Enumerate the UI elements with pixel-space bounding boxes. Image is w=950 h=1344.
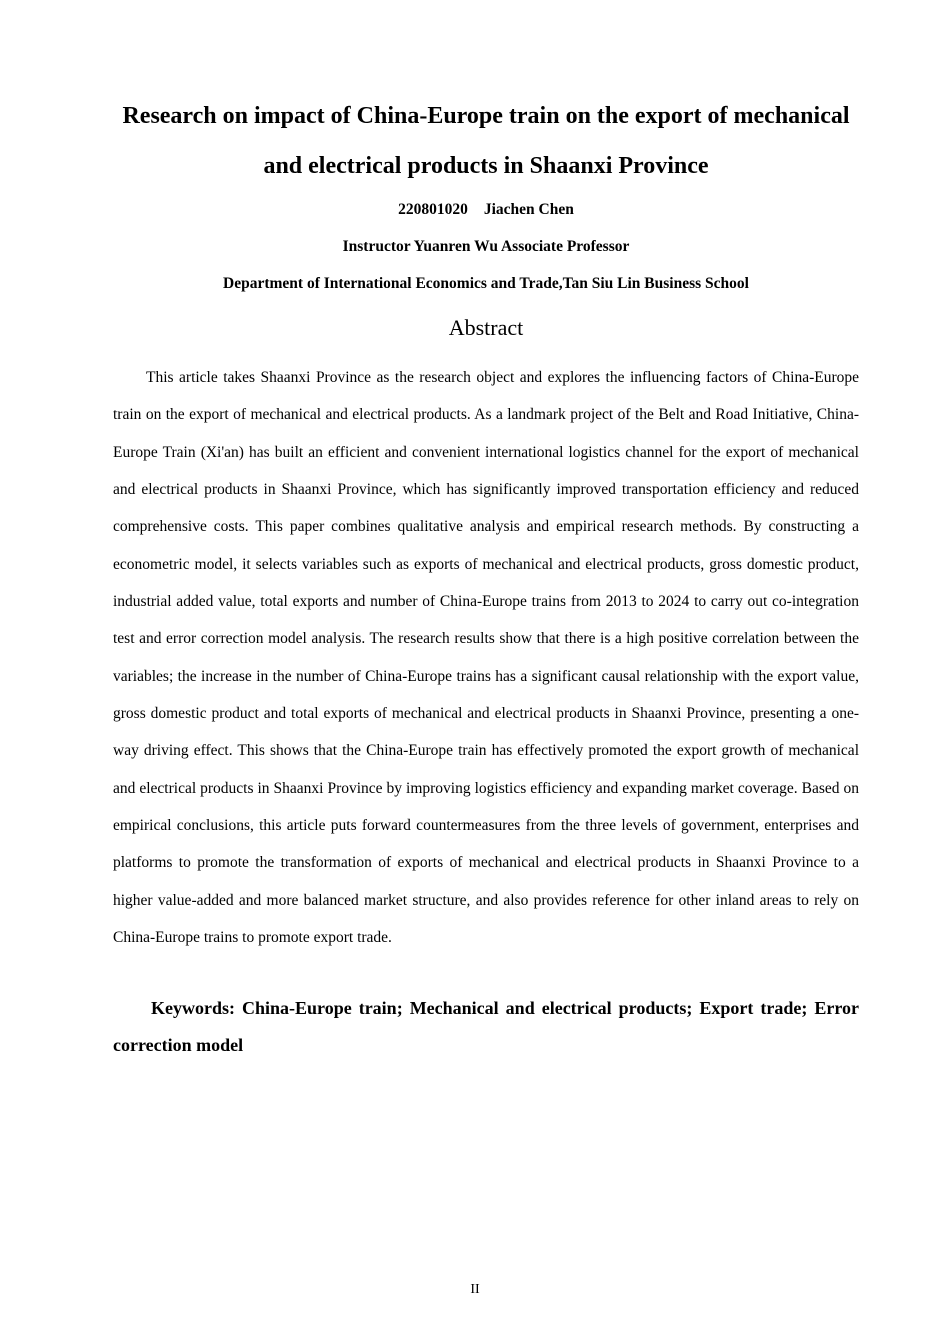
department-line: Department of International Economics and Trade,Tan Siu Lin Business School bbox=[223, 275, 749, 292]
instructor-line: Instructor Yuanren Wu Associate Professor bbox=[342, 238, 630, 255]
keywords-line: Keywords: China-Europe train; Mechanical and electrical products; Export trade; Error correction model bbox=[113, 998, 859, 1055]
page-number: II bbox=[470, 1282, 480, 1297]
author-name: Jiachen Chen bbox=[483, 201, 574, 218]
abstract-heading: Abstract bbox=[448, 315, 524, 340]
paper-title-line-1: Research on impact of China-Europe train on the export of mechanical bbox=[122, 103, 850, 129]
student-id: 220801020 bbox=[398, 201, 468, 218]
author-line bbox=[100, 200, 872, 220]
abstract-body: This article takes Shaanxi Province as the research object and explores the influencing factors of China-Europe train on the export of mechanical and electrical products. As a landmark project of the Belt and Road Initiative, China-Europe Train (Xi'an) has built an efficient and convenient international logistics channel for the export of mechanical and electrical products in Shaanxi Province, which has significantly improved transportation efficiency and reduced comprehensive costs. This paper combines qualitative analysis and empirical research methods. By constructing a econometric model, it selects variables such as exports of mechanical and electrical products, gross domestic product, industrial added value, total exports and number of China-Europe trains from 2013 to 2024 to carry out co-integration test and error correction model analysis. The research results show that there is a high positive correlation between the variables; the increase in the number of China-Europe trains has a significant causal relationship with the export value, gross domestic product and total exports of mechanical and electrical products in Shaanxi Province, presenting a one-way driving effect. This shows that the China-Europe train has effectively promoted the export growth of mechanical and electrical products in Shaanxi Province by improving logistics efficiency and expanding market coverage. Based on empirical conclusions, this article puts forward countermeasures from the three levels of government, enterprises and platforms to promote the transformation of exports of mechanical and electrical products in Shaanxi Province to a higher value-added and more balanced market structure, and also provides reference for other inland areas to rely on China-Europe trains to promote export trade. bbox=[113, 369, 859, 947]
paper-title-line-2: and electrical products in Shaanxi Province bbox=[263, 153, 709, 179]
